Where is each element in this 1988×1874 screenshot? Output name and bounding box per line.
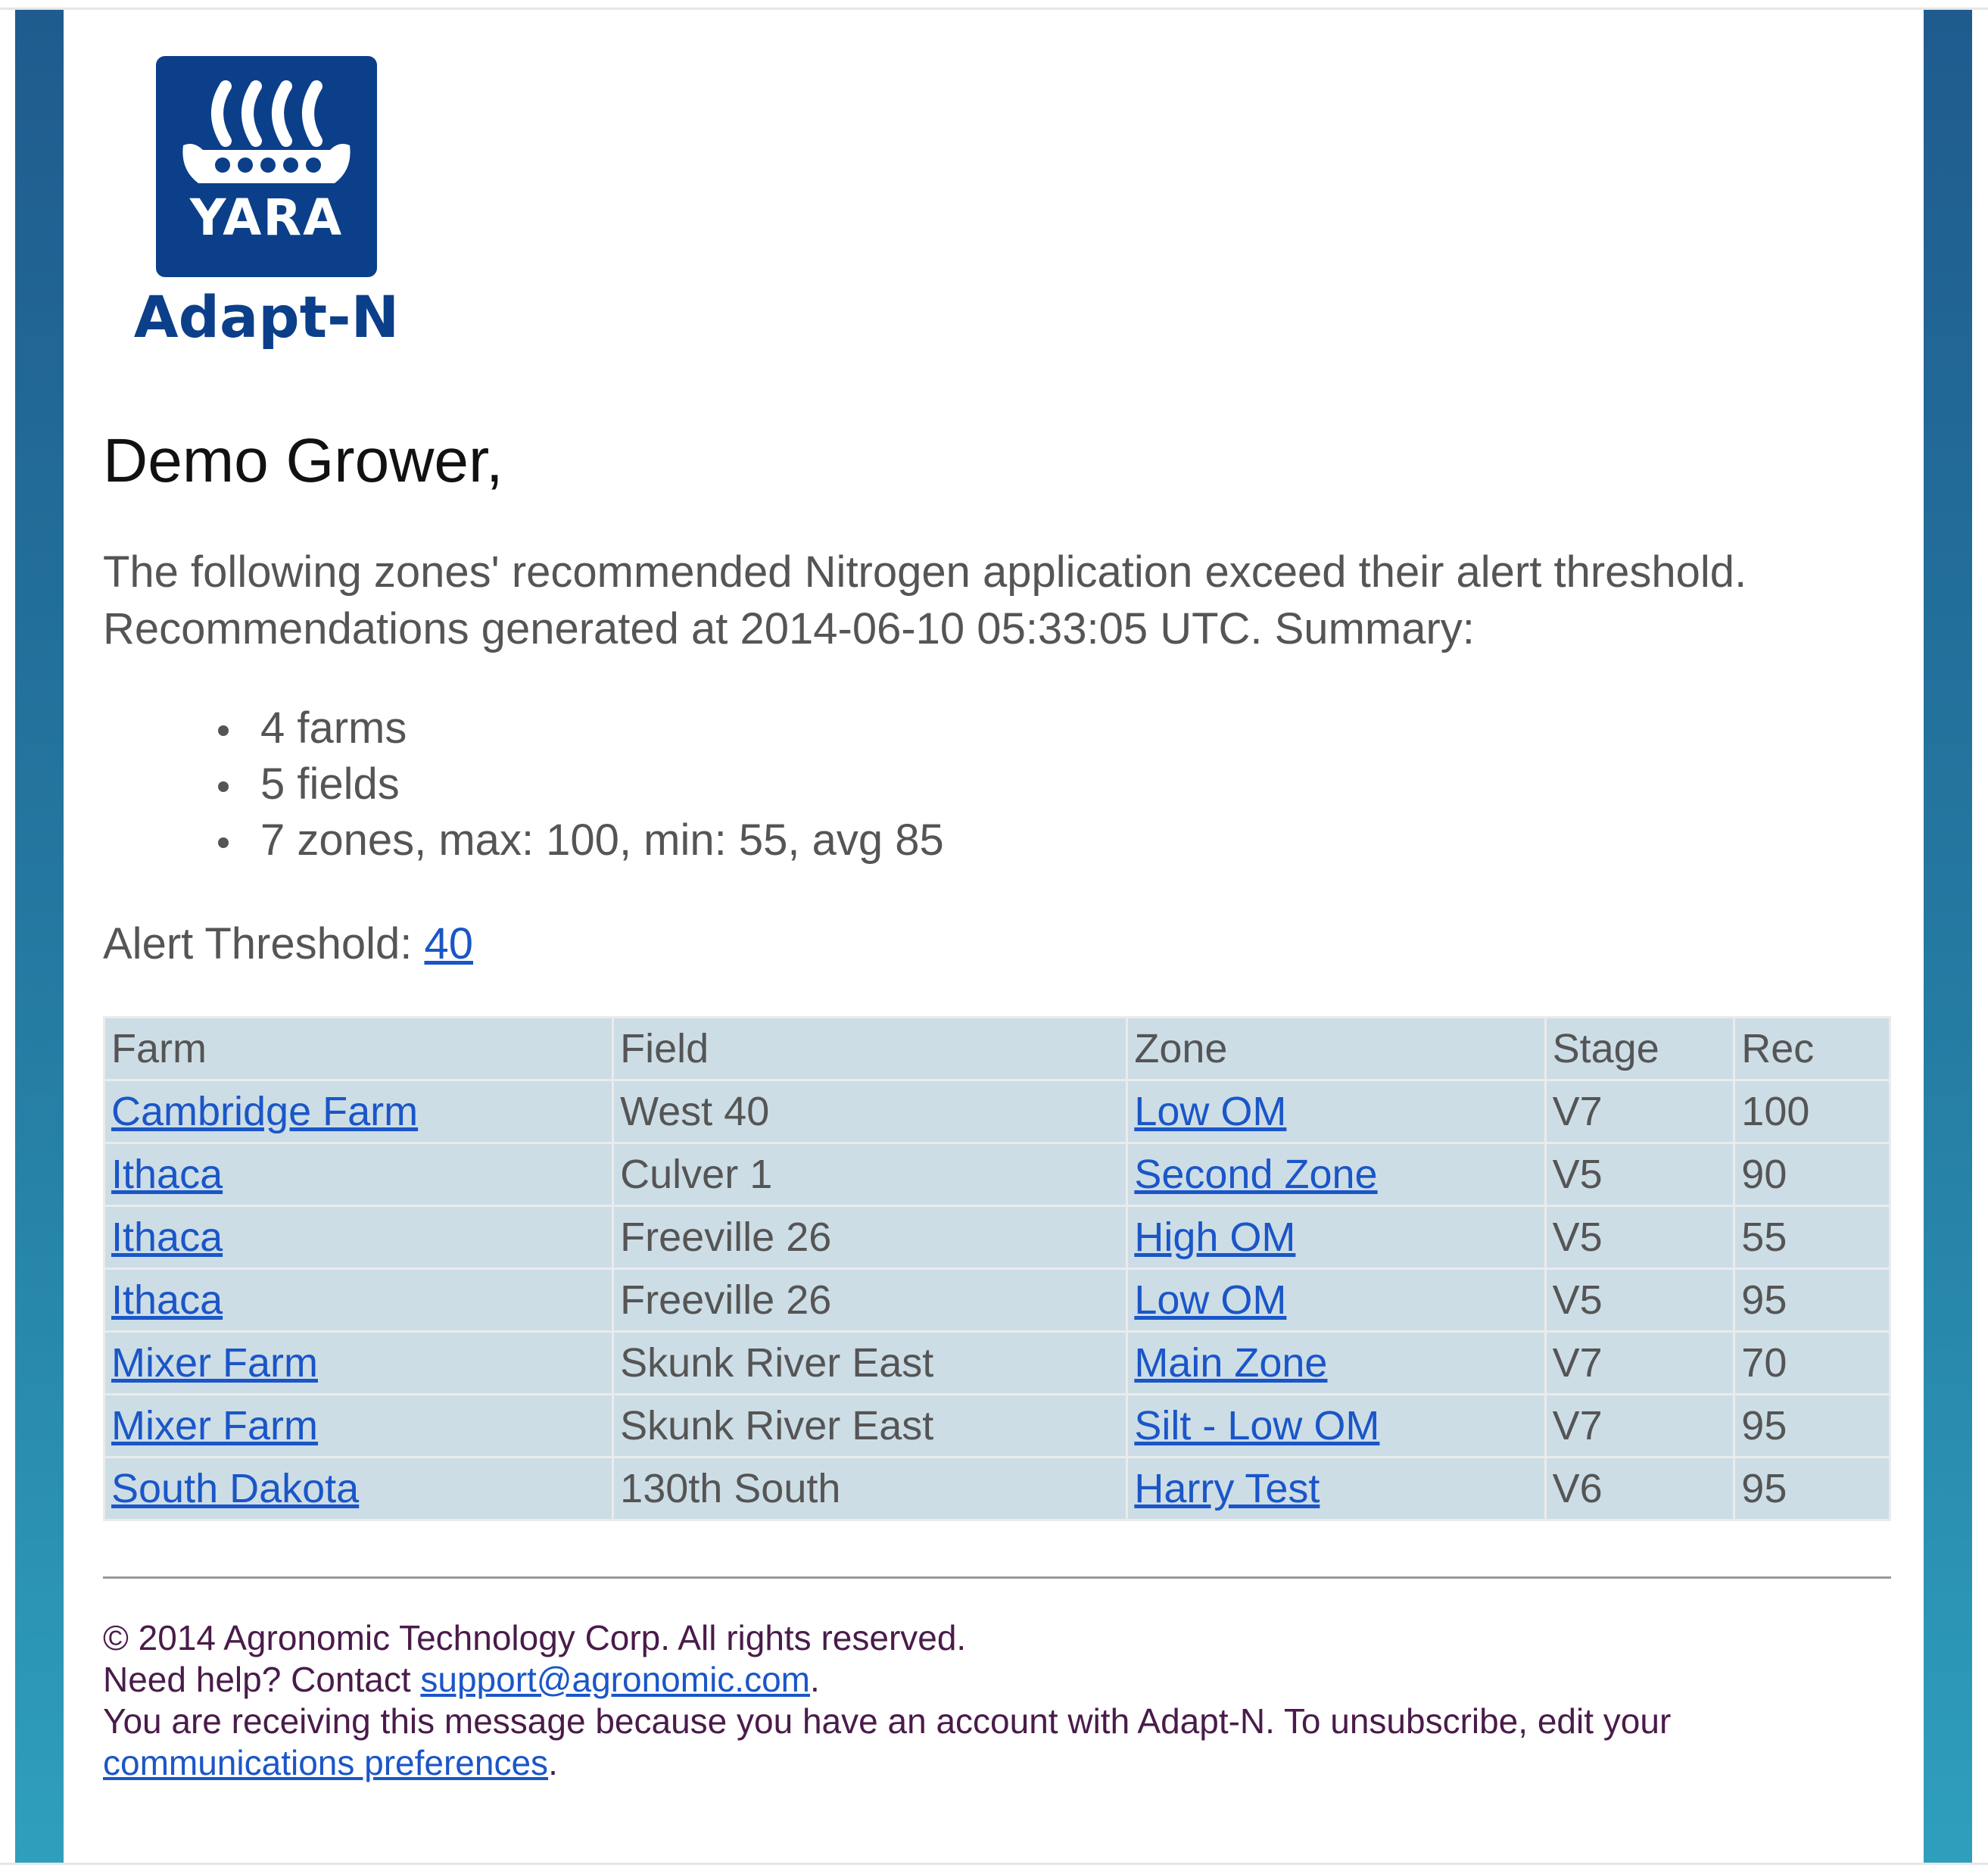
zone-cell (1127, 1080, 1545, 1143)
communications-preferences-link[interactable]: communications preferences (103, 1743, 549, 1782)
field-cell: Freeville 26 (613, 1206, 1127, 1269)
intro-line-2: Recommendations generated at 2014-06-10 05:33:05 UTC. Summary: (103, 604, 1475, 653)
field-cell: 130th South (613, 1458, 1127, 1520)
bullet-icon (218, 725, 229, 736)
email-footer (103, 1617, 1671, 1784)
bottom-divider (0, 1863, 1988, 1865)
summary-farms: 4 farms (260, 703, 407, 753)
field-cell: West 40 (613, 1080, 1127, 1143)
zone-cell (1127, 1143, 1545, 1206)
summary-item (103, 756, 944, 812)
column-header-field: Field (613, 1018, 1127, 1080)
zone-link[interactable]: Second Zone (1134, 1152, 1378, 1197)
recommendations-table-container (103, 1016, 1891, 1521)
table-row (104, 1206, 1890, 1269)
zone-cell (1127, 1332, 1545, 1395)
table-row (104, 1080, 1890, 1143)
alert-threshold-link[interactable]: 40 (424, 919, 473, 968)
rec-cell: 70 (1734, 1332, 1890, 1395)
zone-link[interactable]: Low OM (1134, 1277, 1287, 1323)
table-row (104, 1269, 1890, 1332)
table-header-row (104, 1018, 1890, 1080)
farm-cell (104, 1080, 613, 1143)
intro-line-1: The following zones' recommended Nitrogen application exceed their alert threshold. (103, 547, 1747, 597)
help-prefix: Need help? Contact (103, 1660, 421, 1699)
alert-threshold-label: Alert Threshold: (103, 919, 425, 968)
bullet-icon (218, 781, 229, 792)
zone-link[interactable]: Main Zone (1134, 1340, 1328, 1386)
summary-item (103, 812, 944, 868)
stage-cell: V6 (1545, 1458, 1734, 1520)
stage-cell: V5 (1545, 1206, 1734, 1269)
stage-cell: V5 (1545, 1143, 1734, 1206)
rec-cell: 95 (1734, 1269, 1890, 1332)
yara-adapt-n-logo (133, 56, 406, 359)
rec-cell: 95 (1734, 1458, 1890, 1520)
table-row (104, 1143, 1890, 1206)
zone-cell (1127, 1458, 1545, 1520)
rec-cell: 90 (1734, 1143, 1890, 1206)
farm-cell (104, 1143, 613, 1206)
right-accent-bar (1924, 10, 1972, 1865)
preferences-suffix: . (548, 1743, 558, 1782)
zone-link[interactable]: Low OM (1134, 1089, 1287, 1134)
table-row (104, 1395, 1890, 1458)
stage-cell: V5 (1545, 1269, 1734, 1332)
help-suffix: . (809, 1660, 820, 1699)
preferences-line (103, 1742, 1671, 1784)
zone-link[interactable]: Silt - Low OM (1134, 1403, 1380, 1448)
table-row (104, 1332, 1890, 1395)
field-cell: Freeville 26 (613, 1269, 1127, 1332)
rec-cell: 100 (1734, 1080, 1890, 1143)
stage-cell: V7 (1545, 1332, 1734, 1395)
zone-cell (1127, 1206, 1545, 1269)
zone-link[interactable]: High OM (1134, 1215, 1296, 1260)
table-row (104, 1458, 1890, 1520)
greeting-heading: Demo Grower, (103, 426, 503, 495)
support-email-link[interactable]: support@agronomic.com (420, 1660, 810, 1699)
zone-cell (1127, 1269, 1545, 1332)
left-accent-bar (15, 10, 64, 1865)
farm-link[interactable]: Ithaca (111, 1215, 223, 1260)
field-cell: Skunk River East (613, 1332, 1127, 1395)
field-cell: Skunk River East (613, 1395, 1127, 1458)
field-cell: Culver 1 (613, 1143, 1127, 1206)
farm-link[interactable]: South Dakota (111, 1466, 360, 1511)
alert-threshold (103, 916, 473, 972)
summary-zones: 7 zones, max: 100, min: 55, avg 85 (260, 815, 944, 865)
rec-cell: 55 (1734, 1206, 1890, 1269)
farm-cell (104, 1332, 613, 1395)
top-divider (0, 8, 1988, 10)
yara-logo-badge (156, 56, 377, 277)
stage-cell: V7 (1545, 1395, 1734, 1458)
farm-link[interactable]: Ithaca (111, 1152, 223, 1197)
summary-item (103, 700, 944, 756)
farm-link[interactable]: Mixer Farm (111, 1403, 318, 1448)
footer-divider (103, 1576, 1891, 1579)
recommendations-table (103, 1016, 1891, 1521)
summary-list (103, 700, 944, 868)
farm-cell (104, 1269, 613, 1332)
column-header-stage: Stage (1545, 1018, 1734, 1080)
yara-wordmark: YARA (189, 189, 344, 247)
adapt-n-wordmark: Adapt-N (133, 283, 400, 351)
bullet-icon (218, 837, 229, 848)
column-header-rec: Rec (1734, 1018, 1890, 1080)
farm-link[interactable]: Mixer Farm (111, 1340, 318, 1386)
farm-cell (104, 1206, 613, 1269)
zone-link[interactable]: Harry Test (1134, 1466, 1320, 1511)
intro-paragraph (103, 544, 1891, 657)
farm-cell (104, 1458, 613, 1520)
unsubscribe-text: You are receiving this message because you have an account with Adapt-N. To unsubscribe, edit your (103, 1701, 1672, 1741)
help-line (103, 1659, 1671, 1701)
farm-cell (104, 1395, 613, 1458)
column-header-farm: Farm (104, 1018, 613, 1080)
rec-cell: 95 (1734, 1395, 1890, 1458)
summary-fields: 5 fields (260, 759, 400, 809)
farm-link[interactable]: Cambridge Farm (111, 1089, 419, 1134)
column-header-zone: Zone (1127, 1018, 1545, 1080)
farm-link[interactable]: Ithaca (111, 1277, 223, 1323)
zone-cell (1127, 1395, 1545, 1458)
stage-cell: V7 (1545, 1080, 1734, 1143)
copyright-text: © 2014 Agronomic Technology Corp. All rights reserved. (103, 1618, 967, 1657)
